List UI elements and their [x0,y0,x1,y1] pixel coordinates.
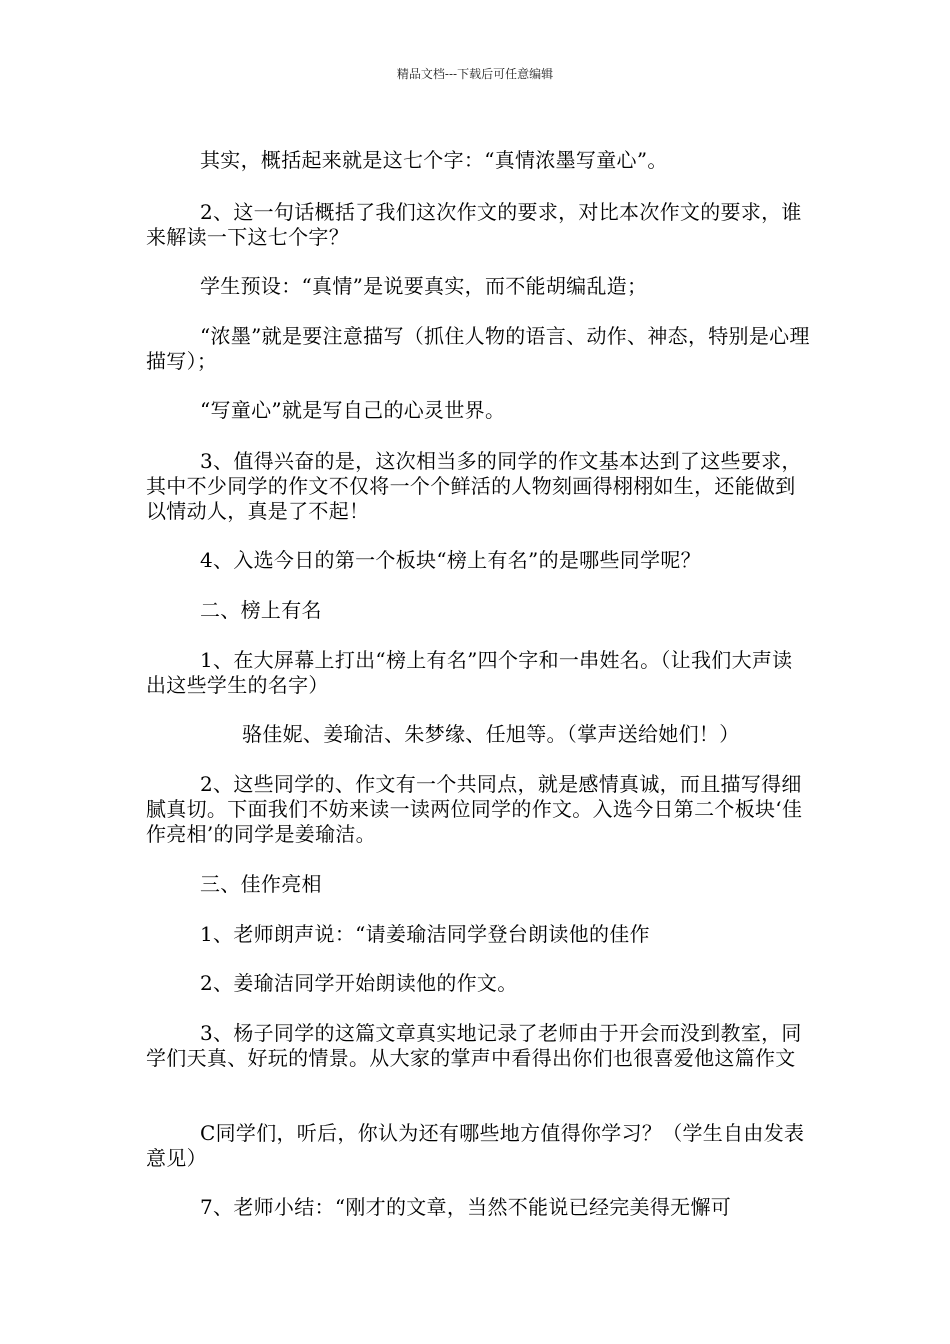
paragraph-section3-item-3: 3、杨子同学的这篇文章真实地记录了老师由于开会而没到教室，同学们天真、好玩的情景。从大家的掌声中看得出你们也很喜爱他这篇作文 [146,1021,802,1070]
paragraph-student-preset: 学生预设：“真情”是说要真实，而不能胡编乱造； [200,274,648,298]
page-header: 精品文档---下载后可任意编辑 [396,67,554,81]
paragraph-section2-item-1: 1、在大屏幕上打出“榜上有名”四个字和一串姓名。（让我们大声读出这些学生的名字） [146,648,793,697]
paragraph-section3-item-c: C同学们，听后，你认为还有哪些地方值得你学习？（学生自由发表意见） [146,1121,805,1170]
paragraph-section3-item-7: 7、老师小结：“刚才的文章，当然不能说已经完美得无懈可 [200,1195,732,1219]
paragraph-names: 骆佳妮、姜瑜洁、朱梦缘、任旭等。（掌声送给她们！） [242,722,740,746]
section-heading-3: 三、佳作亮相 [200,872,322,896]
paragraph-item-2: 2、这一句话概括了我们这次作文的要求，对比本次作文的要求，谁来解读一下这七个字？ [146,200,802,249]
paragraph-tongxin: “写童心”就是写自己的心灵世界。 [200,398,506,422]
paragraph-section2-item-2: 2、这些同学的、作文有一个共同点，就是感情真诚，而且描写得细腻真切。下面我们不妨来读一读两位同学的作文。入选今日第二个板块‘佳作亮相’的同学是姜瑜洁。 [146,772,803,846]
paragraph-section3-item-2: 2、姜瑜洁同学开始朗读他的作文。 [200,971,518,995]
paragraph-item-3: 3、值得兴奋的是，这次相当多的同学的作文基本达到了这些要求，其中不少同学的作文不仅将一个个鲜活的人物刻画得栩栩如生，还能做到以情动人，真是了不起！ [146,449,802,523]
section-heading-2: 二、榜上有名 [200,598,322,622]
paragraph-section3-item-1: 1、老师朗声说：“请姜瑜洁同学登台朗读他的佳作 [200,922,650,946]
paragraph-summary: 其实，概括起来就是这七个字：“真情浓墨写童心”。 [200,148,668,172]
paragraph-nongmo: “浓墨”就是要注意描写（抓住人物的语言、动作、神态，特别是心理描写）； [146,324,810,373]
paragraph-item-4: 4、入选今日的第一个板块“榜上有名”的是哪些同学呢？ [200,548,701,572]
